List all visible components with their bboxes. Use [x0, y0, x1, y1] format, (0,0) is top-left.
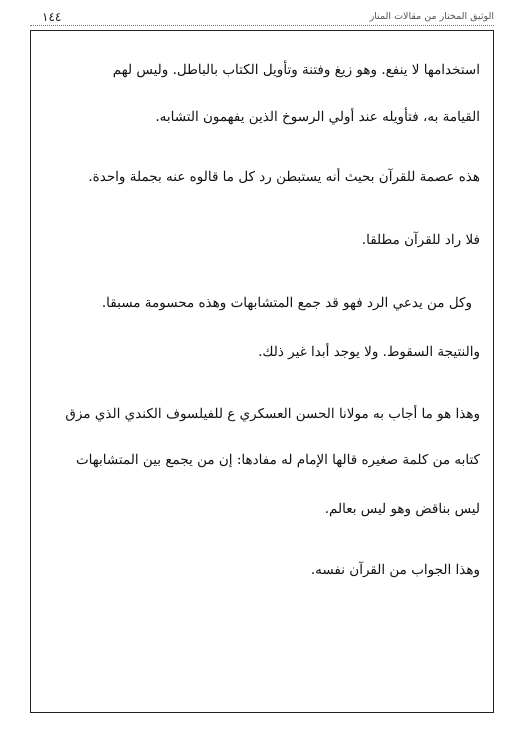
text-line: هذه عصمة للقرآن بحيث أنه يستبطن رد كل ما قالوه عنه بجملة واحدة. [88, 169, 480, 185]
text-line: والنتيجة السقوط. ولا يوجد أبدا غير ذلك. [258, 344, 480, 360]
page-header [30, 11, 494, 27]
text-line: وكل من يدعي الرد فهو قد جمع المتشابهات وهذه محسومة مسبقا. [101, 295, 472, 311]
text-line: كتابه من كلمة صغيره قالها الإمام له مفادها: إن من يجمع بين المتشابهات [75, 452, 480, 468]
text-line: استخدامها لا ينفع. وهو زيغ وفتنة وتأويل الكتاب بالباطل. وليس لهم [112, 62, 480, 78]
text-line: فلا راد للقرآن مطلقا. [361, 232, 480, 248]
header-rule [30, 25, 494, 26]
running-title: الوثيق المختار من مقالات المنار [369, 11, 494, 22]
text-line: وهذا هو ما أجاب به مولانا الحسن العسكري ع للفيلسوف الكندي الذي مزق [65, 406, 480, 422]
page-number: ١٤٤ [42, 10, 62, 24]
text-line: وهذا الجواب من القرآن نفسه. [310, 562, 480, 578]
text-line: القيامة به، فتأويله عند أولي الرسوخ الذين يفهمون التشابه. [155, 109, 480, 125]
page-body [44, 50, 480, 579]
text-line: ليس بناقض وهو ليس بعالم. [324, 501, 480, 517]
